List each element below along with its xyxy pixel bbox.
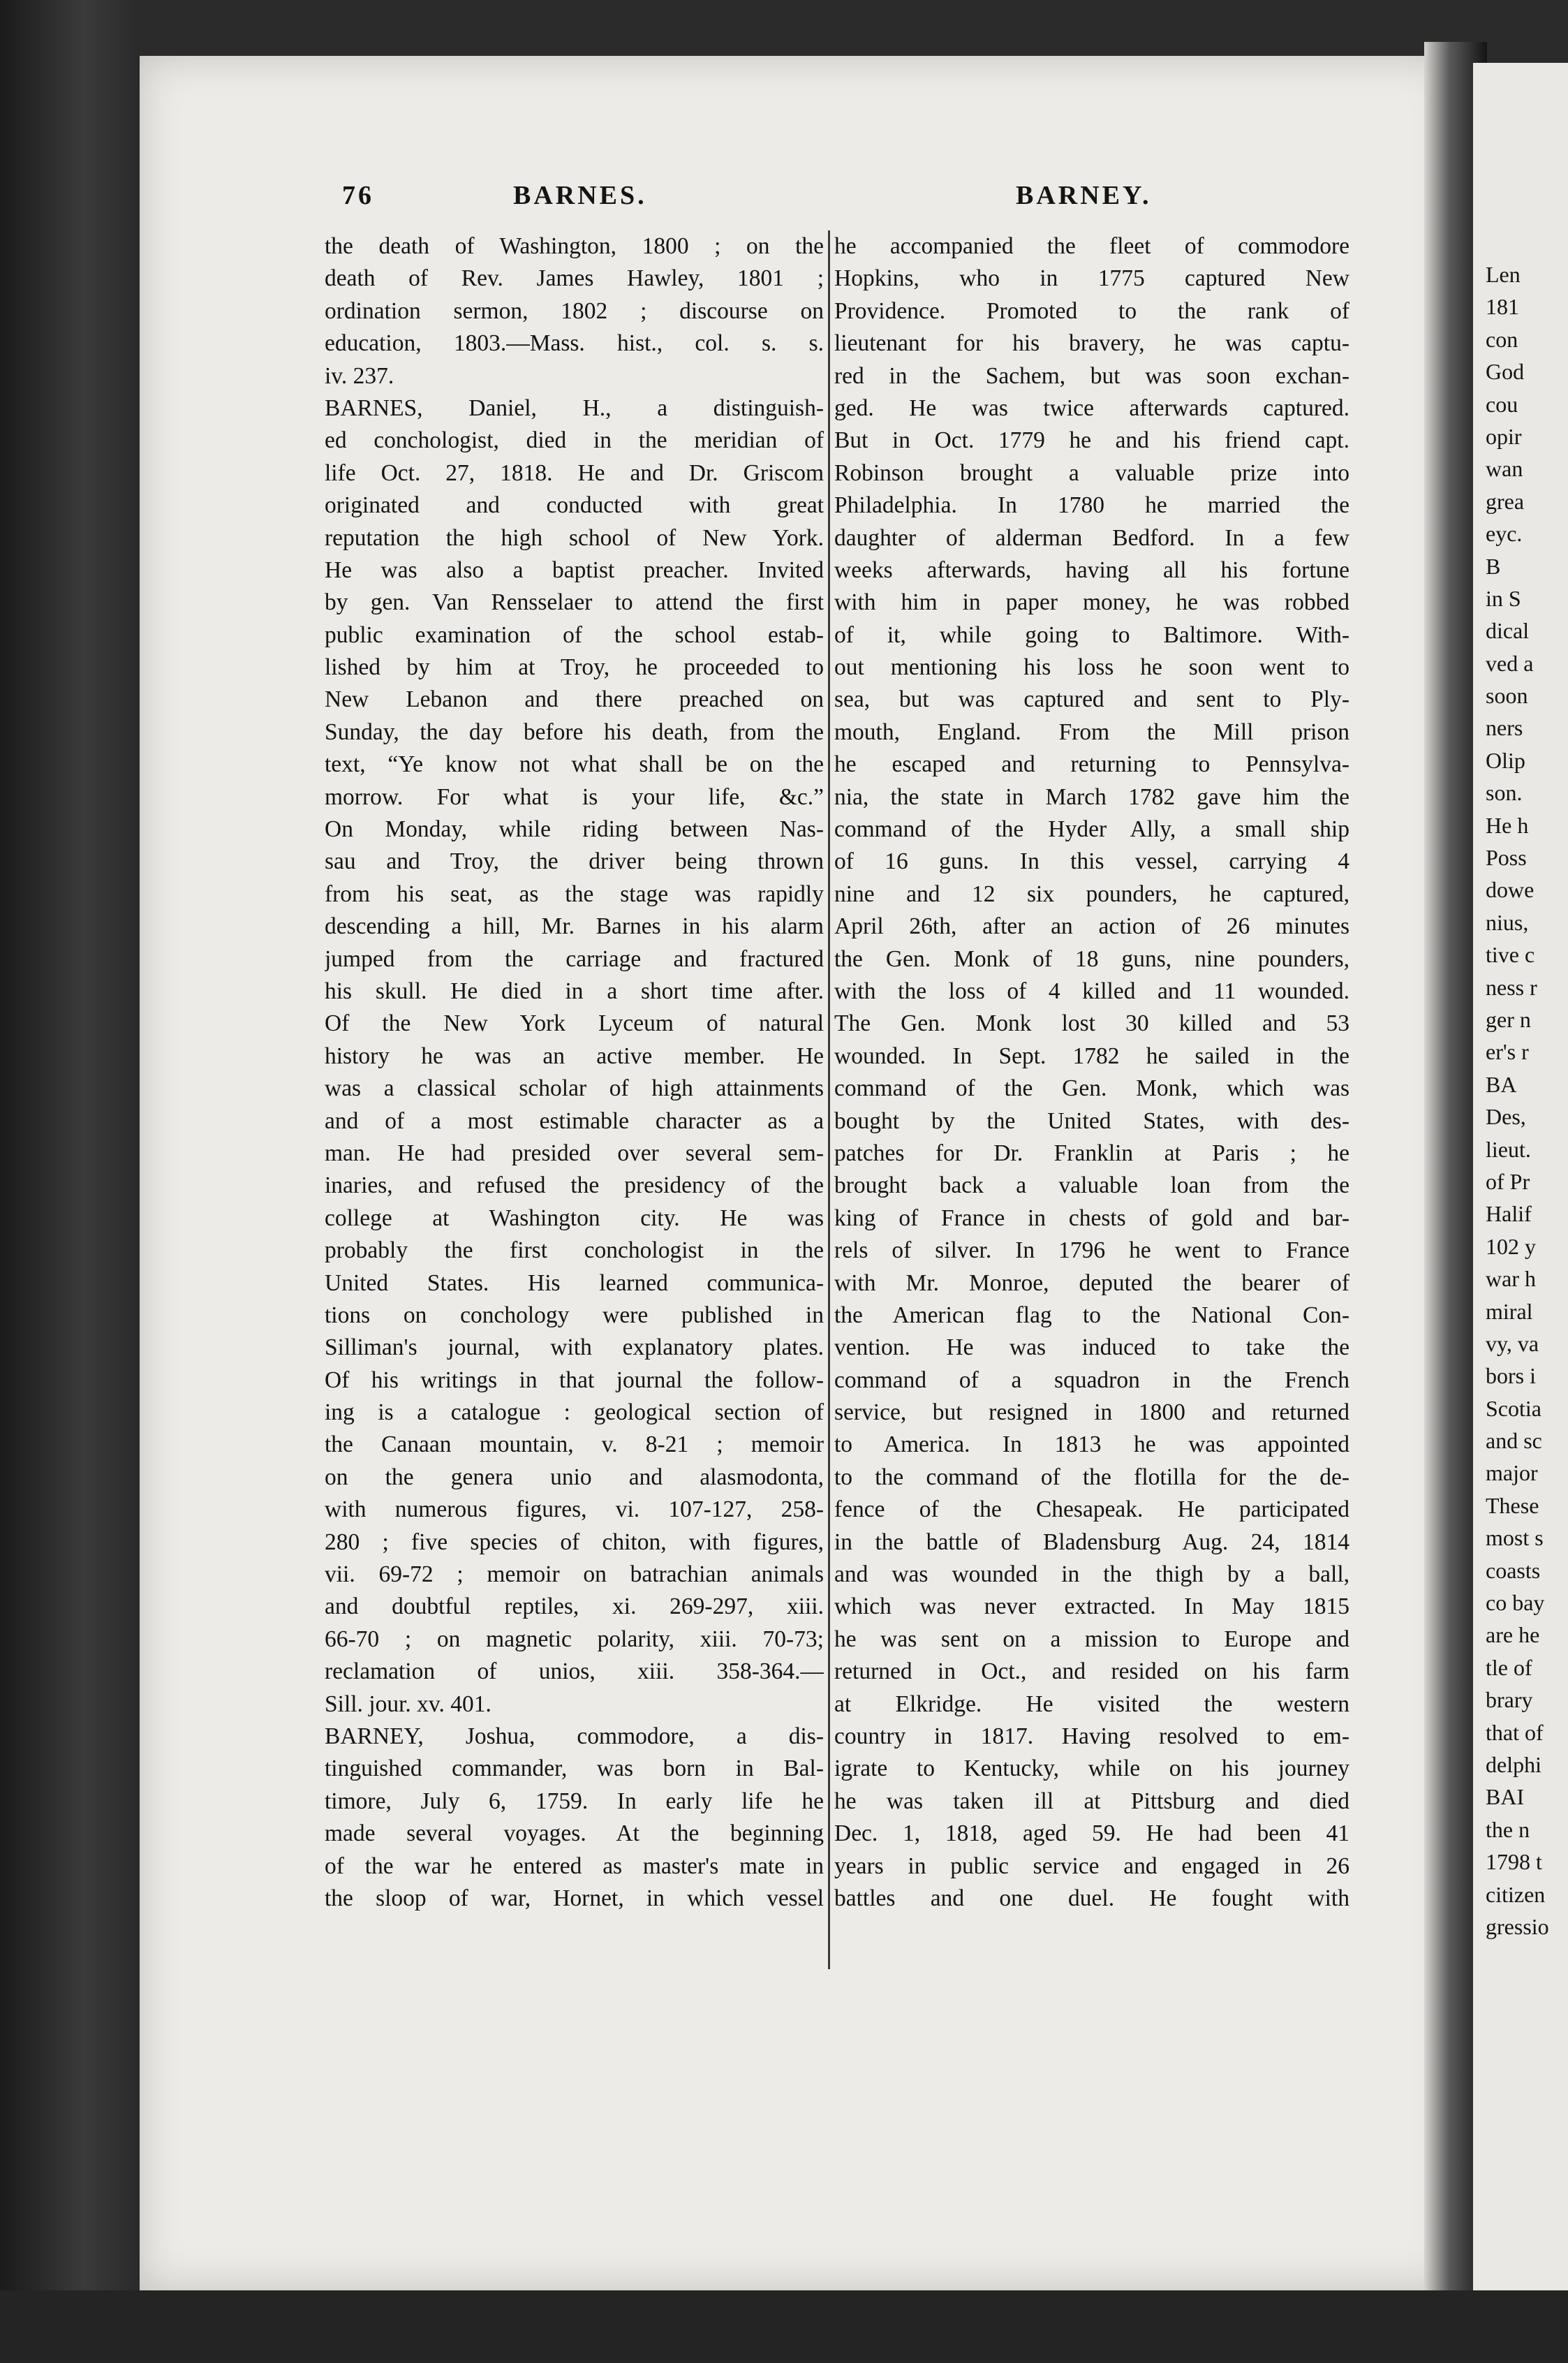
text-line: New Lebanon and there preached on — [325, 686, 824, 713]
text-line: daughter of alderman Bedford. In a few — [834, 524, 1349, 551]
text-line: the death of Washington, 1800 ; on the — [325, 233, 824, 259]
text-line: he accompanied the fleet of commodore — [834, 233, 1349, 259]
facing-page-text — [1480, 258, 1568, 1943]
text-line: of the war he entered as master's mate in — [325, 1853, 824, 1879]
text-line: sau and Troy, the driver being thrown — [325, 848, 824, 875]
text-line: 280 ; five species of chiton, with figures, — [325, 1529, 824, 1555]
facing-page-fragment: bors i — [1486, 1363, 1536, 1389]
text-line: and was wounded in the thigh by a ball, — [834, 1561, 1349, 1588]
text-line: public examination of the school estab- — [325, 621, 824, 648]
text-line: made several voyages. At the beginning — [325, 1820, 824, 1847]
facing-page-fragment: gressio — [1486, 1913, 1549, 1939]
facing-page-fragment: 1798 t — [1486, 1849, 1542, 1875]
facing-page-fragment: 181 — [1486, 294, 1519, 320]
text-line: United States. His learned communica- — [325, 1269, 824, 1296]
running-head-left: BARNES. — [513, 181, 647, 210]
text-line: Sunday, the day before his death, from the — [325, 719, 824, 745]
text-line: BARNES, Daniel, H., a distinguish- — [325, 395, 824, 421]
text-line: lished by him at Troy, he proceeded to — [325, 654, 824, 681]
text-line: Providence. Promoted to the rank of — [834, 297, 1349, 324]
text-line: wounded. In Sept. 1782 he sailed in the — [834, 1043, 1349, 1069]
facing-page-fragment: BAI — [1486, 1784, 1525, 1810]
text-line: with the loss of 4 killed and 11 wounded. — [834, 978, 1349, 1004]
text-line: at Elkridge. He visited the western — [834, 1691, 1349, 1717]
text-line: he escaped and returning to Pennsylva- — [834, 751, 1349, 778]
facing-page-fragment: delphi — [1486, 1751, 1541, 1777]
text-line: mouth, England. From the Mill prison — [834, 719, 1349, 745]
text-line: tinguished commander, was born in Bal- — [325, 1755, 824, 1782]
facing-page-fragment: the n — [1486, 1816, 1530, 1842]
text-line: king of France in chests of gold and bar- — [834, 1205, 1349, 1231]
text-line: command of a squadron in the French — [834, 1367, 1349, 1393]
text-line: morrow. For what is your life, &c.” — [325, 783, 824, 810]
text-line: returned in Oct., and resided on his farm — [834, 1658, 1349, 1685]
text-line: the Gen. Monk of 18 guns, nine pounders, — [834, 945, 1349, 972]
facing-page-fragment: God — [1486, 359, 1525, 385]
text-line: death of Rev. James Hawley, 1801 ; — [325, 265, 824, 292]
text-line: patches for Dr. Franklin at Paris ; he — [834, 1140, 1349, 1166]
text-line: years in public service and engaged in 26 — [834, 1853, 1349, 1879]
text-line: ed conchologist, died in the meridian of — [325, 427, 824, 454]
text-line: rels of silver. In 1796 he went to France — [834, 1237, 1349, 1264]
running-head-right: BARNEY. — [1016, 181, 1152, 210]
text-line: weeks afterwards, having all his fortune — [834, 557, 1349, 583]
text-line: country in 1817. Having resolved to em- — [834, 1723, 1349, 1749]
facing-page-fragment: con — [1486, 326, 1518, 352]
facing-page-fragment: These — [1486, 1492, 1539, 1518]
text-line: Dec. 1, 1818, aged 59. He had been 41 — [834, 1820, 1349, 1847]
text-line: the sloop of war, Hornet, in which vessel — [325, 1885, 824, 1911]
facing-page-fragment: ger n — [1486, 1006, 1531, 1032]
text-line: by gen. Van Rensselaer to attend the first — [325, 589, 824, 616]
text-line: red in the Sachem, but was soon exchan- — [834, 362, 1349, 389]
facing-page-fragment: Poss — [1486, 845, 1527, 871]
text-line: Of the New York Lyceum of natural — [325, 1010, 824, 1037]
facing-page-fragment: tle of — [1486, 1654, 1532, 1680]
facing-page-fragment: tive c — [1486, 942, 1535, 968]
text-line: nine and 12 six pounders, he captured, — [834, 881, 1349, 907]
facing-page-fragment: vy, va — [1486, 1330, 1539, 1356]
facing-page-fragment: He h — [1486, 812, 1529, 838]
facing-page-fragment: eyc. — [1486, 521, 1523, 547]
text-line: Of his writings in that journal the follow- — [325, 1367, 824, 1393]
text-line: Silliman's journal, with explanatory plates. — [325, 1334, 824, 1361]
facing-page-fragment: grea — [1486, 488, 1525, 514]
facing-page-fragment: war h — [1486, 1266, 1536, 1292]
facing-page-fragment: Len — [1486, 262, 1521, 287]
text-line: command of the Hyder Ally, a small ship — [834, 816, 1349, 843]
text-line: the American flag to the National Con- — [834, 1302, 1349, 1328]
facing-page-fragment: most s — [1486, 1525, 1544, 1551]
text-line: man. He had presided over several sem- — [325, 1140, 824, 1166]
text-line: which was never extracted. In May 1815 — [834, 1593, 1349, 1620]
right-text-column — [834, 230, 1349, 1915]
text-line: fence of the Chesapeak. He participated — [834, 1496, 1349, 1523]
facing-page-fragment: Olip — [1486, 747, 1525, 773]
facing-page-fragment: citizen — [1486, 1881, 1546, 1907]
text-line: command of the Gen. Monk, which was — [834, 1075, 1349, 1102]
text-line: text, “Ye know not what shall be on the — [325, 751, 824, 778]
text-line: April 26th, after an action of 26 minutes — [834, 913, 1349, 940]
text-line: timore, July 6, 1759. In early life he — [325, 1788, 824, 1814]
text-line: life Oct. 27, 1818. He and Dr. Griscom — [325, 459, 824, 486]
facing-page-fragment: co bay — [1486, 1590, 1545, 1616]
facing-page-fragment: coasts — [1486, 1557, 1541, 1583]
text-line: bought by the United States, with des- — [834, 1107, 1349, 1134]
text-line: he was sent on a mission to Europe and — [834, 1626, 1349, 1652]
text-line: vention. He was induced to take the — [834, 1334, 1349, 1361]
facing-page-fragment: lieut. — [1486, 1136, 1531, 1162]
text-line: lieutenant for his bravery, he was captu- — [834, 330, 1349, 357]
column-rule — [828, 230, 830, 1969]
facing-page-fragment: Scotia — [1486, 1395, 1541, 1421]
text-line: was a classical scholar of high attainments — [325, 1075, 824, 1102]
text-line: Sill. jour. xv. 401. — [325, 1691, 491, 1717]
scanner-bottom-frame — [0, 2290, 1568, 2363]
text-line: He was also a baptist preacher. Invited — [325, 557, 824, 583]
facing-page-fragment: son. — [1486, 780, 1523, 806]
text-line: history he was an active member. He — [325, 1043, 824, 1069]
facing-page-fragment: dical — [1486, 618, 1530, 644]
page-number: 76 — [342, 181, 374, 210]
text-line: BARNEY, Joshua, commodore, a dis- — [325, 1723, 824, 1749]
text-line: igrate to Kentucky, while on his journey — [834, 1755, 1349, 1782]
text-line: with him in paper money, he was robbed — [834, 589, 1349, 616]
facing-page-fragment: ness r — [1486, 974, 1537, 1000]
text-line: to the command of the flotilla for the de- — [834, 1464, 1349, 1490]
facing-page-fragment: major — [1486, 1460, 1538, 1486]
text-line: reputation the high school of New York. — [325, 524, 824, 551]
facing-page-fragment: ners — [1486, 715, 1523, 741]
text-line: jumped from the carriage and fractured — [325, 945, 824, 972]
facing-page-fragment: are he — [1486, 1622, 1540, 1648]
text-line: with numerous figures, vi. 107-127, 258- — [325, 1496, 824, 1523]
text-line: in the battle of Bladensburg Aug. 24, 1814 — [834, 1529, 1349, 1555]
text-line: inaries, and refused the presidency of the — [325, 1172, 824, 1199]
facing-page-fragment: dowe — [1486, 877, 1534, 903]
text-line: sea, but was captured and sent to Ply- — [834, 686, 1349, 713]
text-line: of 16 guns. In this vessel, carrying 4 — [834, 848, 1349, 875]
facing-page-fragment: BA — [1486, 1071, 1517, 1097]
text-line: of it, while going to Baltimore. With- — [834, 621, 1349, 648]
text-line: service, but resigned in 1800 and returned — [834, 1399, 1349, 1426]
text-line: ing is a catalogue : geological section of — [325, 1399, 824, 1426]
text-line: and doubtful reptiles, xi. 269-297, xiii. — [325, 1593, 824, 1620]
facing-page-fragment: of Pr — [1486, 1168, 1530, 1194]
text-line: the Canaan mountain, v. 8-21 ; memoir — [325, 1431, 824, 1458]
text-line: But in Oct. 1779 he and his friend capt. — [834, 427, 1349, 454]
facing-page-fragment: Des, — [1486, 1104, 1526, 1130]
text-line: he was taken ill at Pittsburg and died — [834, 1788, 1349, 1814]
text-line: 66-70 ; on magnetic polarity, xiii. 70-73; — [325, 1626, 824, 1652]
text-line: nia, the state in March 1782 gave him the — [834, 783, 1349, 810]
text-line: probably the first conchologist in the — [325, 1237, 824, 1264]
facing-page-fragment: ved a — [1486, 650, 1534, 676]
scanner-left-frame — [0, 0, 140, 2363]
facing-page-fragment: cou — [1486, 391, 1518, 417]
text-line: reclamation of unios, xiii. 358-364.— — [325, 1658, 824, 1685]
text-line: descending a hill, Mr. Barnes in his alarm — [325, 913, 824, 940]
facing-page-fragment: miral — [1486, 1298, 1533, 1324]
text-line: from his seat, as the stage was rapidly — [325, 881, 824, 907]
text-line: his skull. He died in a short time after. — [325, 978, 824, 1004]
facing-page-fragment: wan — [1486, 456, 1523, 482]
text-line: Hopkins, who in 1775 captured New — [834, 265, 1349, 292]
text-line: originated and conducted with great — [325, 492, 824, 519]
text-line: college at Washington city. He was — [325, 1205, 824, 1231]
text-line: iv. 237. — [325, 362, 394, 389]
left-text-column — [325, 230, 824, 1915]
text-line: education, 1803.—Mass. hist., col. s. s. — [325, 330, 824, 357]
text-line: brought back a valuable loan from the — [834, 1172, 1349, 1199]
facing-page-fragment: B — [1486, 553, 1501, 579]
text-line: on the genera unio and alasmodonta, — [325, 1464, 824, 1490]
facing-page-fragment: that of — [1486, 1719, 1544, 1745]
facing-page-fragment: brary — [1486, 1687, 1533, 1713]
facing-page-fragment: nius, — [1486, 909, 1529, 935]
text-line: On Monday, while riding between Nas- — [325, 816, 824, 843]
facing-page-fragment: and sc — [1486, 1428, 1542, 1454]
text-line: The Gen. Monk lost 30 killed and 53 — [834, 1010, 1349, 1037]
facing-page-fragment: in S — [1486, 585, 1521, 611]
text-line: Robinson brought a valuable prize into — [834, 459, 1349, 486]
text-line: and of a most estimable character as a — [325, 1107, 824, 1134]
facing-page-fragment: 102 y — [1486, 1233, 1536, 1259]
text-line: to America. In 1813 he was appointed — [834, 1431, 1349, 1458]
text-line: ged. He was twice afterwards captured. — [834, 395, 1349, 421]
facing-page-fragment: er's r — [1486, 1039, 1529, 1065]
text-line: vii. 69-72 ; memoir on batrachian animals — [325, 1561, 824, 1588]
facing-page-fragment: soon — [1486, 683, 1528, 709]
facing-page-fragment: opir — [1486, 423, 1522, 449]
text-line: tions on conchology were published in — [325, 1302, 824, 1328]
text-line: ordination sermon, 1802 ; discourse on — [325, 297, 824, 324]
text-line: battles and one duel. He fought with — [834, 1885, 1349, 1911]
text-line: Philadelphia. In 1780 he married the — [834, 492, 1349, 519]
text-line: with Mr. Monroe, deputed the bearer of — [834, 1269, 1349, 1296]
facing-page-fragment: Halif — [1486, 1201, 1532, 1227]
text-line: out mentioning his loss he soon went to — [834, 654, 1349, 681]
